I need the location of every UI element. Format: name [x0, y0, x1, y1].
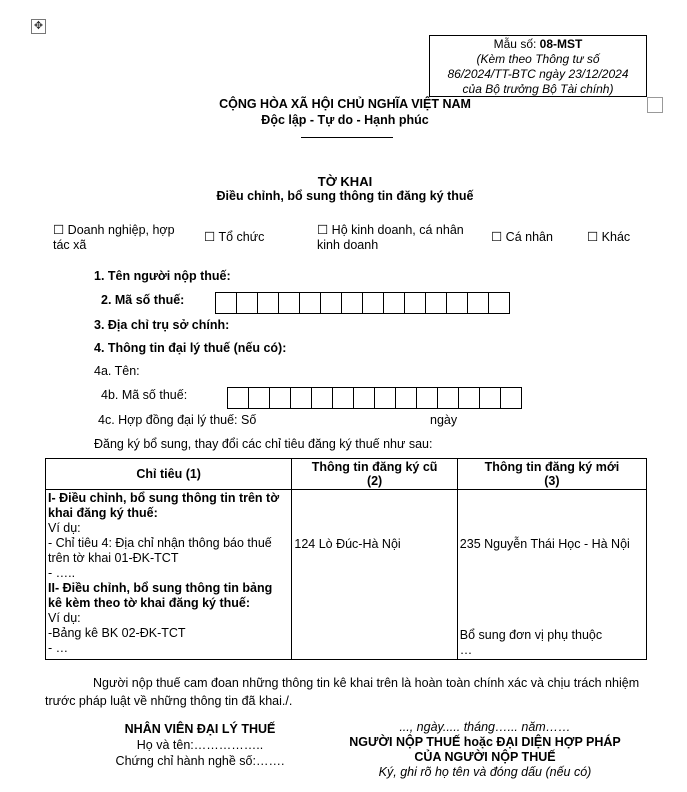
field-taxpayer-name: 1. Tên người nộp thuế:: [94, 269, 231, 283]
agent-tax-code-digit[interactable]: [227, 387, 249, 409]
agent-tax-code-digit[interactable]: [374, 387, 396, 409]
option-organization-label: ☐ Tổ chức: [204, 230, 265, 244]
option-enterprise[interactable]: [53, 223, 175, 253]
header-old-info: [292, 459, 457, 490]
section2-item: -Bảng kê BK 02-ĐK-TCT: [48, 626, 186, 640]
table-corner-box-icon: [647, 97, 663, 113]
form-box-line4: của Bộ trưởng Bộ Tài chính): [462, 82, 614, 96]
tax-code-digit[interactable]: [404, 292, 426, 314]
tax-code-boxes[interactable]: [215, 292, 509, 314]
agent-tax-code-digit[interactable]: [248, 387, 270, 409]
tax-code-digit[interactable]: [236, 292, 258, 314]
section2-more: - …: [48, 641, 69, 655]
agent-tax-code-boxes[interactable]: [227, 387, 521, 409]
payer-title-line2: CỦA NGƯỜI NỘP THUẾ: [414, 750, 556, 764]
tax-code-digit[interactable]: [425, 292, 447, 314]
agent-signature-block: [80, 721, 320, 769]
agent-certificate: Chứng chỉ hành nghề số:…….: [115, 754, 285, 768]
agent-tax-code-digit[interactable]: [395, 387, 417, 409]
document-title: TỜ KHAI: [317, 174, 373, 189]
criteria-cell[interactable]: [46, 490, 292, 660]
field-agent-name: 4a. Tên:: [94, 364, 140, 378]
agent-name: Họ và tên:……………..: [136, 738, 264, 752]
header-new-info-number: (3): [544, 474, 560, 488]
tax-code-digit[interactable]: [341, 292, 363, 314]
option-other[interactable]: [587, 230, 630, 245]
header-new-info-label: Thông tin đăng ký mới: [484, 460, 620, 474]
payer-signature-block: [335, 720, 635, 780]
agent-tax-code-digit[interactable]: [353, 387, 375, 409]
tax-code-digit[interactable]: [320, 292, 342, 314]
tax-code-digit[interactable]: [299, 292, 321, 314]
table-intro: Đăng ký bổ sung, thay đổi các chỉ tiêu đăng ký thuế như sau:: [94, 437, 433, 451]
form-code-prefix: Mẫu số:: [493, 37, 540, 51]
changes-table: [45, 458, 647, 660]
option-household-line2: kinh doanh: [317, 238, 379, 252]
agent-tax-code-digit[interactable]: [311, 387, 333, 409]
nation-motto: Độc lập - Tự do - Hạnh phúc: [261, 113, 429, 127]
field-head-office-address: 3. Địa chỉ trụ sở chính:: [94, 318, 230, 332]
section2-title: II- Điều chỉnh, bổ sung thông tin bảng kê kèm theo tờ khai đăng ký thuế:: [48, 581, 273, 610]
tax-code-digit[interactable]: [488, 292, 510, 314]
motto-underline: [301, 137, 393, 138]
commitment-text: Người nộp thuế cam đoan những thông tin kê khai trên là hoàn toàn chính xác và chịu trách nhiệm trước pháp luật về những thông tin đã khai./.: [45, 676, 640, 708]
payer-date: ..., ngày..... tháng…... năm……: [399, 720, 571, 734]
tax-code-digit[interactable]: [257, 292, 279, 314]
document-subtitle: Điều chỉnh, bổ sung thông tin đăng ký thuế: [216, 189, 474, 203]
option-household-business[interactable]: [317, 223, 464, 253]
section1-new-value: 235 Nguyễn Thái Học - Hà Nội: [459, 537, 630, 551]
header-old-info-label: Thông tin đăng ký cũ: [311, 460, 438, 474]
field-agent-contract: 4c. Hợp đồng đại lý thuế: Số: [98, 413, 257, 427]
tax-code-digit[interactable]: [383, 292, 405, 314]
new-info-cell[interactable]: [457, 490, 646, 660]
tax-code-digit[interactable]: [278, 292, 300, 314]
option-enterprise-line2: tác xã: [53, 238, 87, 252]
agent-tax-code-digit[interactable]: [500, 387, 522, 409]
section2-new-value: Bổ sung đơn vị phụ thuộc: [459, 628, 603, 642]
option-enterprise-line1: ☐ Doanh nghiệp, hợp: [53, 223, 175, 237]
header-new-info: [457, 459, 646, 490]
agent-tax-code-digit[interactable]: [479, 387, 501, 409]
header-old-info-number: (2): [366, 474, 383, 488]
agent-title: NHÂN VIÊN ĐẠI LÝ THUẾ: [124, 722, 276, 736]
option-individual[interactable]: [491, 230, 553, 245]
option-organization[interactable]: [204, 230, 264, 245]
agent-tax-code-digit[interactable]: [416, 387, 438, 409]
agent-tax-code-digit[interactable]: [269, 387, 291, 409]
form-code-box: [429, 35, 647, 97]
header-criteria-label: Chỉ tiêu (1): [136, 467, 201, 481]
option-other-label: ☐ Khác: [587, 230, 631, 244]
section1-example: Ví dụ:: [48, 521, 81, 535]
tax-code-digit[interactable]: [362, 292, 384, 314]
section1-more: - …..: [48, 566, 76, 580]
agent-tax-code-digit[interactable]: [290, 387, 312, 409]
form-box-line2: (Kèm theo Thông tư số: [476, 52, 600, 66]
form-box-line3: 86/2024/TT-BTC ngày 23/12/2024: [447, 67, 629, 81]
field-tax-code-label: 2. Mã số thuế:: [101, 293, 185, 307]
table-header-row: [46, 459, 647, 490]
section1-old-value: 124 Lò Đúc-Hà Nội: [294, 537, 401, 551]
payer-note: Ký, ghi rõ họ tên và đóng dấu (nếu có): [378, 765, 592, 779]
table-row: [46, 490, 647, 660]
table-move-handle-icon[interactable]: ✥: [31, 19, 46, 34]
option-individual-label: ☐ Cá nhân: [491, 230, 553, 244]
agent-tax-code-digit[interactable]: [458, 387, 480, 409]
section2-example: Ví dụ:: [48, 611, 81, 625]
option-household-line1: ☐ Hộ kinh doanh, cá nhân: [317, 223, 464, 237]
field-agent-contract-date: ngày: [430, 413, 458, 427]
form-code: 08-MST: [539, 37, 583, 51]
tax-code-digit[interactable]: [215, 292, 237, 314]
section2-new-more: …: [459, 643, 473, 657]
section1-item: - Chỉ tiêu 4: Địa chỉ nhận thông báo thuế trên tờ khai 01-ĐK-TCT: [48, 536, 272, 565]
field-agent-tax-code-label: 4b. Mã số thuế:: [101, 388, 188, 402]
tax-code-digit[interactable]: [446, 292, 468, 314]
payer-title-line1: NGƯỜI NỘP THUẾ hoặc ĐẠI DIỆN HỢP PHÁP: [349, 735, 621, 749]
header-criteria: [46, 459, 292, 490]
section1-title: I- Điều chỉnh, bổ sung thông tin trên tờ khai đăng ký thuế:: [48, 491, 280, 520]
tax-code-digit[interactable]: [467, 292, 489, 314]
nation-title: CỘNG HÒA XÃ HỘI CHỦ NGHĨA VIỆT NAM: [219, 97, 471, 111]
field-tax-agent-info: 4. Thông tin đại lý thuế (nếu có):: [94, 341, 287, 355]
old-info-cell[interactable]: [292, 490, 457, 660]
agent-tax-code-digit[interactable]: [437, 387, 459, 409]
agent-tax-code-digit[interactable]: [332, 387, 354, 409]
